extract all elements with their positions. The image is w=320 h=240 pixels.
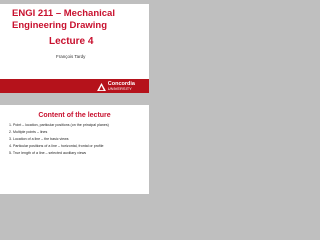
slide-title: ENGI 211 – Mechanical Engineering Drawing <box>12 8 115 31</box>
lecture-number: Lecture 4 <box>49 36 94 47</box>
author-name: François Tardy <box>56 54 86 59</box>
logo-line-2: UNIVERSITY <box>107 86 132 91</box>
slide-thumbnail-2[interactable] <box>0 105 149 194</box>
slide-thumbnail-1[interactable] <box>0 4 149 93</box>
university-logo <box>97 82 135 92</box>
list-item: 1. Point – location, particular positions (on the principal planes) <box>9 123 109 127</box>
logo-mark-icon <box>97 83 106 91</box>
logo-text <box>108 82 135 92</box>
list-item: 2. Multiple points – lines <box>9 130 48 135</box>
list-item: 4. Particular positions of a line – horizontal, frontal or profile <box>9 144 104 149</box>
list-item: 3. Location of a line – the basic views <box>9 137 69 142</box>
slide-title: Content of the lecture <box>38 112 111 119</box>
logo-line-1: Concordia <box>107 81 135 87</box>
list-item: 5. True length of a line – selected auxiliary views <box>9 151 87 156</box>
content-list <box>9 123 141 158</box>
